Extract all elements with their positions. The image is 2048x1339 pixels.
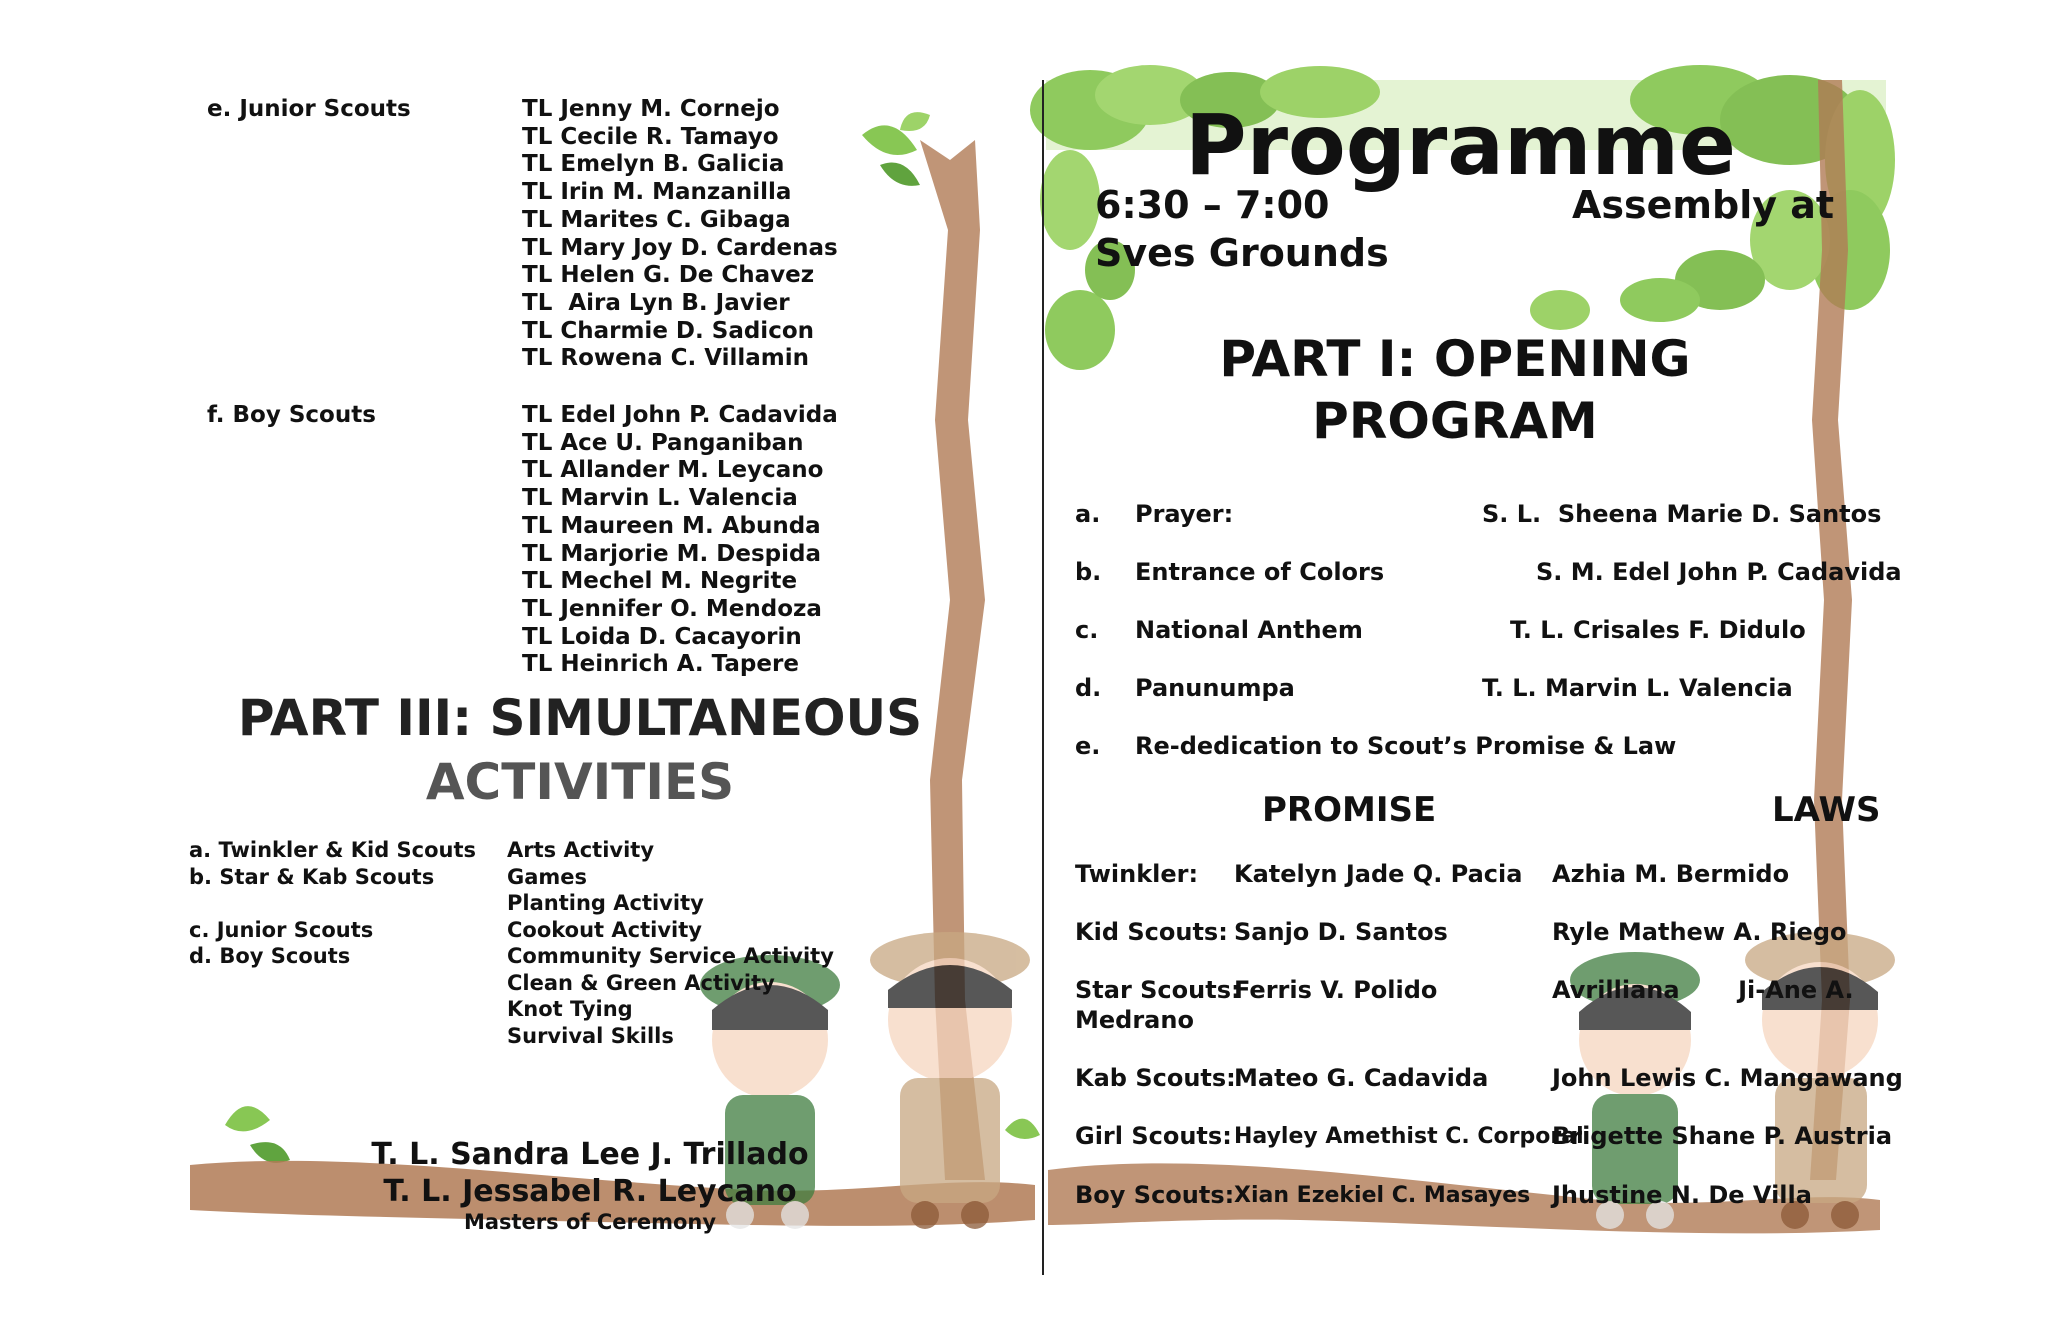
list-item: TL Cecile R. Tamayo: [522, 123, 779, 150]
activity-group-boy: d. Boy Scouts: [189, 944, 351, 968]
list-item: TL Emelyn B. Galicia: [522, 151, 785, 178]
program-item-person: T. L. Crisales F. Didulo: [1510, 616, 1806, 644]
activity-list: [507, 837, 834, 1049]
scout-group-label: Kid Scouts:: [1075, 918, 1228, 946]
list-item: TL Heinrich A. Tapere: [522, 651, 799, 678]
boy-scouts-name-list: [522, 402, 838, 679]
list-item: TL Ace U. Panganiban: [522, 429, 804, 456]
activity-groups: [189, 837, 476, 970]
program-item-person: T. L. Marvin L. Valencia: [1482, 674, 1793, 702]
promise-reader: Hayley Amethist C. Corporal: [1234, 1124, 1584, 1149]
scout-group-label: Boy Scouts:: [1075, 1181, 1235, 1209]
laws-header: LAWS: [1772, 790, 1881, 830]
part3-title-line2: ACTIVITIES: [425, 753, 735, 811]
list-item: TL Charmie D. Sadicon: [522, 317, 815, 344]
time-range: 6:30 – 7:00: [1095, 183, 1330, 227]
masters-of-ceremony: [340, 1136, 840, 1234]
list-item: Cookout Activity: [507, 917, 702, 942]
promise-reader: Sanjo D. Santos: [1234, 918, 1448, 946]
activity-group-twinkler-kid: a. Twinkler & Kid Scouts: [189, 838, 477, 862]
promise-header: PROMISE: [1262, 790, 1437, 830]
list-item: TL Marvin L. Valencia: [522, 485, 798, 512]
list-item: TL Mechel M. Negrite: [522, 568, 798, 595]
scout-group-label: Girl Scouts:: [1075, 1122, 1232, 1150]
junior-scouts-name-list: [522, 96, 838, 373]
list-item: Survival Skills: [507, 1023, 674, 1048]
promise-reader: Katelyn Jade Q. Pacia: [1234, 860, 1523, 888]
law-reader: John Lewis C. Mangawang: [1552, 1064, 1903, 1092]
program-item-person: S. L. Sheena Marie D. Santos: [1482, 500, 1882, 528]
list-item: TL Loida D. Cacayorin: [522, 623, 802, 650]
program-item-letter: e.: [1075, 732, 1101, 760]
page-divider: [1042, 80, 1044, 1275]
program-item-label: Re-dedication to Scout’s Promise & Law: [1135, 732, 1677, 760]
scout-group-label: Twinkler:: [1075, 860, 1199, 888]
mc-name-2: T. L. Jessabel R. Leycano: [383, 1174, 797, 1209]
activity-group-star-kab: b. Star & Kab Scouts: [189, 864, 435, 889]
list-item: TL Marites C. Gibaga: [522, 206, 791, 233]
program-item-person: S. M. Edel John P. Cadavida: [1536, 558, 1902, 586]
list-item: TL Irin M. Manzanilla: [522, 179, 792, 206]
list-item: TL Rowena C. Villamin: [522, 345, 810, 372]
list-item: TL Edel John P. Cadavida: [522, 402, 838, 428]
programme-title: Programme: [1185, 96, 1736, 194]
program-item-label: Prayer:: [1135, 500, 1234, 528]
list-item: TL Jenny M. Cornejo: [522, 96, 780, 122]
list-item: TL Maureen M. Abunda: [522, 512, 821, 539]
part1-title-line1: PART I: OPENING: [1219, 330, 1691, 388]
boy-scouts-label: f. Boy Scouts: [207, 402, 376, 428]
list-item: TL Allander M. Leycano: [522, 457, 824, 484]
list-item: Games: [507, 864, 588, 889]
list-item: TL Aira Lyn B. Javier: [522, 289, 790, 316]
program-item-label: National Anthem: [1135, 616, 1363, 644]
list-item: Arts Activity: [507, 838, 655, 862]
venue-text: Sves Grounds: [1095, 231, 1389, 275]
scout-group-label: Star Scouts:: [1075, 976, 1241, 1004]
law-reader: Avrilliana Ji-Ane A.: [1552, 976, 1854, 1004]
promise-reader: Xian Ezekiel C. Masayes: [1234, 1183, 1531, 1208]
program-item-label: Entrance of Colors: [1135, 558, 1385, 586]
activity-group-junior: c. Junior Scouts: [189, 917, 374, 942]
law-reader: Brigette Shane P. Austria: [1552, 1122, 1893, 1150]
list-item: Knot Tying: [507, 997, 633, 1021]
program-item-letter: b.: [1075, 558, 1102, 586]
list-item: TL Jennifer O. Mendoza: [522, 595, 822, 622]
star-scouts-continuation: Medrano: [1075, 1006, 1194, 1034]
program-item-letter: d.: [1075, 674, 1102, 702]
mc-role: Masters of Ceremony: [463, 1210, 717, 1234]
law-reader: Jhustine N. De Villa: [1552, 1181, 1812, 1209]
promise-reader: Mateo G. Cadavida: [1234, 1064, 1489, 1092]
mc-name-1: T. L. Sandra Lee J. Trillado: [371, 1137, 809, 1172]
part3-heading: [180, 686, 980, 814]
list-item: TL Marjorie M. Despida: [522, 540, 821, 567]
program-item-letter: a.: [1075, 500, 1101, 528]
list-item: Planting Activity: [507, 891, 704, 915]
law-reader: Ryle Mathew A. Riego: [1552, 918, 1847, 946]
part1-heading: [1155, 328, 1755, 452]
promise-reader: Ferris V. Polido: [1234, 976, 1438, 1004]
list-item: Clean & Green Activity: [507, 970, 775, 995]
program-item-letter: c.: [1075, 616, 1099, 644]
assembly-text: Assembly at: [1572, 183, 1835, 227]
list-item: Community Service Activity: [507, 944, 834, 968]
list-item: TL Helen G. De Chavez: [522, 262, 815, 289]
part3-title-line1: PART III: SIMULTANEOUS: [237, 689, 923, 747]
part1-title-line2: PROGRAM: [1312, 392, 1598, 450]
scout-group-label: Kab Scouts:: [1075, 1064, 1236, 1092]
list-item: TL Mary Joy D. Cardenas: [522, 234, 838, 261]
program-item-label: Panunumpa: [1135, 674, 1295, 702]
junior-scouts-label: e. Junior Scouts: [207, 96, 411, 122]
law-reader: Azhia M. Bermido: [1552, 860, 1790, 888]
